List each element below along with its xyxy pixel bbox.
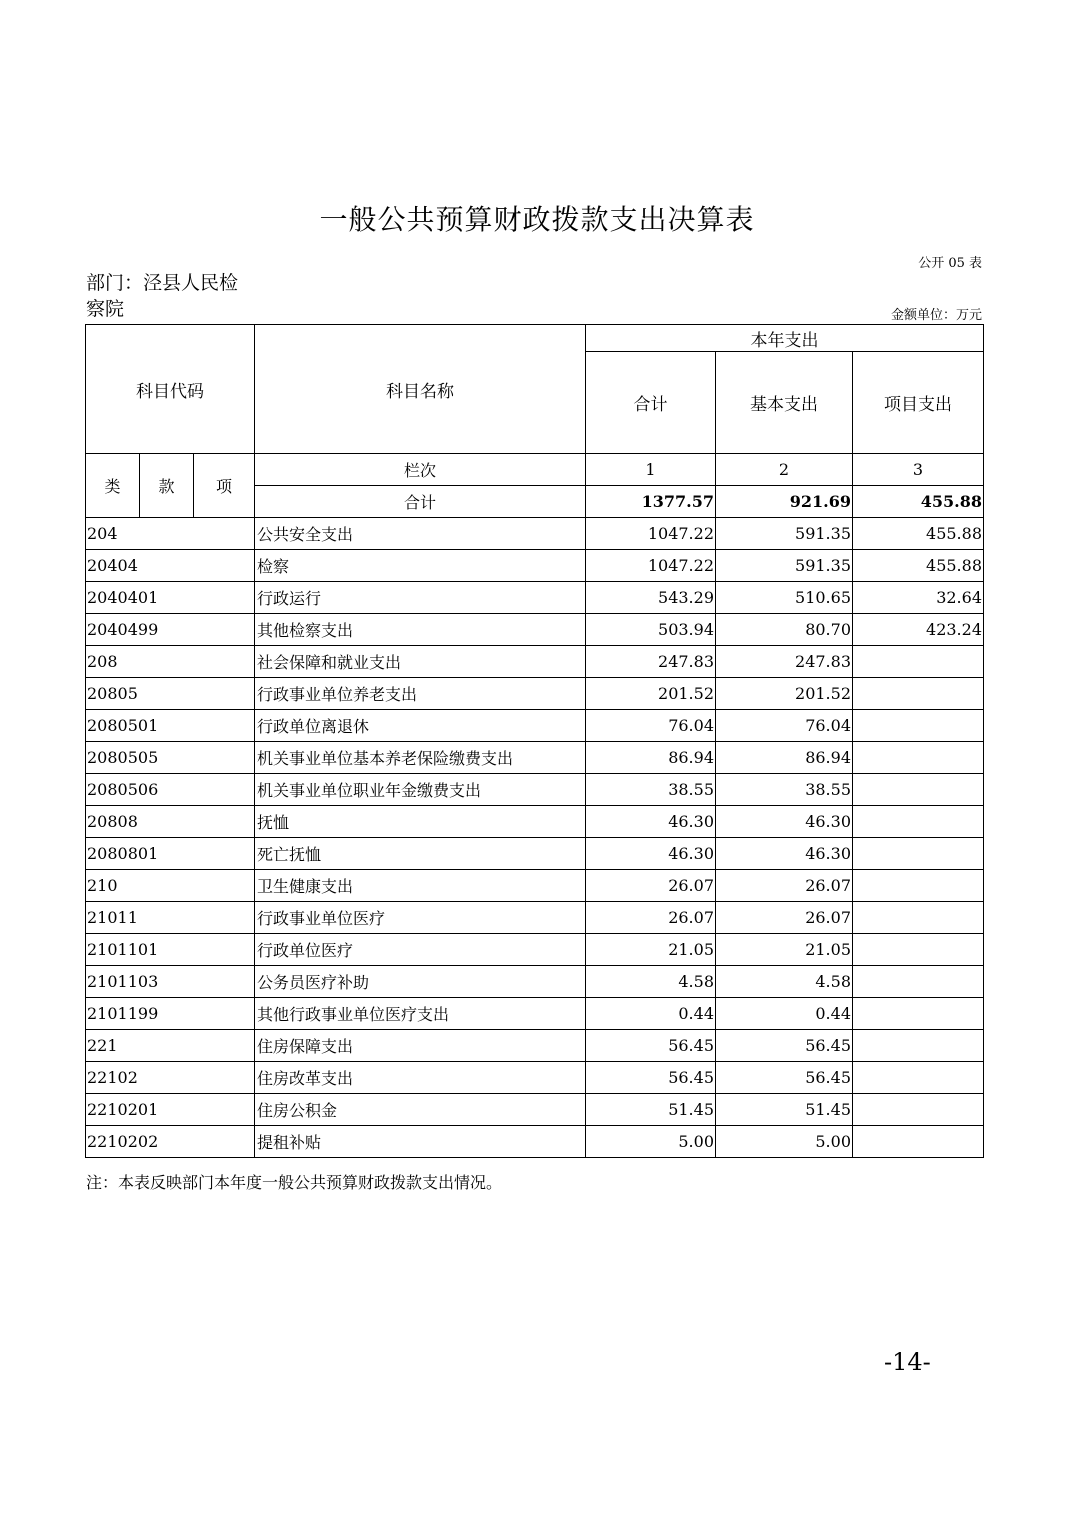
column-number-2: 2 xyxy=(716,454,853,486)
table-row xyxy=(86,678,984,710)
page-number: -14- xyxy=(884,1348,931,1376)
expenditure-table xyxy=(85,324,984,1158)
subject-code-cell: 2101101 xyxy=(86,934,255,966)
header-kuan: 款 xyxy=(140,454,194,518)
form-number: 公开 05 表 xyxy=(918,256,982,271)
project-expenditure-cell xyxy=(853,774,984,806)
header-xiang: 项 xyxy=(194,454,255,518)
table-row xyxy=(86,550,984,582)
subject-name-cell: 机关事业单位基本养老保险缴费支出 xyxy=(255,742,586,774)
basic-expenditure-cell: 591.35 xyxy=(716,550,853,582)
subject-code-cell: 22102 xyxy=(86,1062,255,1094)
subject-code-cell: 221 xyxy=(86,1030,255,1062)
subject-name-cell: 公共安全支出 xyxy=(255,518,586,550)
total-row-basic: 921.69 xyxy=(716,486,853,518)
table-row xyxy=(86,1062,984,1094)
basic-expenditure-cell: 80.70 xyxy=(716,614,853,646)
total-cell: 46.30 xyxy=(586,838,716,870)
subject-code-cell: 20404 xyxy=(86,550,255,582)
project-expenditure-cell xyxy=(853,902,984,934)
department-label: 部门：泾县人民检察院 xyxy=(86,272,239,320)
table-row xyxy=(86,806,984,838)
table-row xyxy=(86,838,984,870)
total-cell: 503.94 xyxy=(586,614,716,646)
page-title: 一般公共预算财政拨款支出决算表 xyxy=(319,203,755,236)
header-basic-expenditure: 基本支出 xyxy=(716,352,853,454)
project-expenditure-cell xyxy=(853,934,984,966)
subject-name-cell: 行政单位离退休 xyxy=(255,710,586,742)
basic-expenditure-cell: 591.35 xyxy=(716,518,853,550)
subject-name-cell: 提租补贴 xyxy=(255,1126,586,1158)
table-row xyxy=(86,1126,984,1158)
subject-code-cell: 2101199 xyxy=(86,998,255,1030)
subject-name-cell: 死亡抚恤 xyxy=(255,838,586,870)
basic-expenditure-cell: 51.45 xyxy=(716,1094,853,1126)
basic-expenditure-cell: 76.04 xyxy=(716,710,853,742)
table-row xyxy=(86,710,984,742)
total-cell: 21.05 xyxy=(586,934,716,966)
basic-expenditure-cell: 510.65 xyxy=(716,582,853,614)
header-subject-name: 科目名称 xyxy=(255,325,586,454)
project-expenditure-cell: 455.88 xyxy=(853,518,984,550)
subject-name-cell: 行政事业单位医疗 xyxy=(255,902,586,934)
subject-code-cell: 20808 xyxy=(86,806,255,838)
table-row xyxy=(86,518,984,550)
subject-code-cell: 2080801 xyxy=(86,838,255,870)
total-cell: 201.52 xyxy=(586,678,716,710)
header-current-year-expenditure: 本年支出 xyxy=(586,325,984,352)
subject-name-cell: 其他检察支出 xyxy=(255,614,586,646)
column-number-1: 1 xyxy=(586,454,716,486)
subject-name-cell: 卫生健康支出 xyxy=(255,870,586,902)
column-number-label: 栏次 xyxy=(255,454,586,486)
total-cell: 56.45 xyxy=(586,1062,716,1094)
subject-name-cell: 其他行政事业单位医疗支出 xyxy=(255,998,586,1030)
basic-expenditure-cell: 46.30 xyxy=(716,838,853,870)
basic-expenditure-cell: 38.55 xyxy=(716,774,853,806)
table-row xyxy=(86,1094,984,1126)
total-cell: 76.04 xyxy=(586,710,716,742)
table-row xyxy=(86,1030,984,1062)
subject-code-cell: 208 xyxy=(86,646,255,678)
table-row xyxy=(86,774,984,806)
project-expenditure-cell xyxy=(853,1030,984,1062)
basic-expenditure-cell: 247.83 xyxy=(716,646,853,678)
total-cell: 4.58 xyxy=(586,966,716,998)
subject-name-cell: 机关事业单位职业年金缴费支出 xyxy=(255,774,586,806)
subject-code-cell: 2210202 xyxy=(86,1126,255,1158)
total-cell: 26.07 xyxy=(586,902,716,934)
column-number-3: 3 xyxy=(853,454,984,486)
total-cell: 26.07 xyxy=(586,870,716,902)
total-cell: 1047.22 xyxy=(586,518,716,550)
subject-name-cell: 抚恤 xyxy=(255,806,586,838)
basic-expenditure-cell: 201.52 xyxy=(716,678,853,710)
basic-expenditure-cell: 86.94 xyxy=(716,742,853,774)
basic-expenditure-cell: 26.07 xyxy=(716,870,853,902)
total-row-label: 合计 xyxy=(255,486,586,518)
header-project-expenditure: 项目支出 xyxy=(853,352,984,454)
subject-code-cell: 2040499 xyxy=(86,614,255,646)
subject-name-cell: 公务员医疗补助 xyxy=(255,966,586,998)
subject-name-cell: 行政单位医疗 xyxy=(255,934,586,966)
basic-expenditure-cell: 5.00 xyxy=(716,1126,853,1158)
subject-name-cell: 行政运行 xyxy=(255,582,586,614)
subject-code-cell: 204 xyxy=(86,518,255,550)
subject-code-cell: 2040401 xyxy=(86,582,255,614)
project-expenditure-cell xyxy=(853,1094,984,1126)
table-row xyxy=(86,966,984,998)
total-cell: 56.45 xyxy=(586,1030,716,1062)
table-row xyxy=(86,614,984,646)
table-row xyxy=(86,902,984,934)
total-row-project: 455.88 xyxy=(853,486,984,518)
subject-name-cell: 住房改革支出 xyxy=(255,1062,586,1094)
total-cell: 38.55 xyxy=(586,774,716,806)
subject-name-cell: 住房公积金 xyxy=(255,1094,586,1126)
project-expenditure-cell xyxy=(853,966,984,998)
subject-name-cell: 住房保障支出 xyxy=(255,1030,586,1062)
basic-expenditure-cell: 4.58 xyxy=(716,966,853,998)
subject-code-cell: 21011 xyxy=(86,902,255,934)
project-expenditure-cell xyxy=(853,806,984,838)
project-expenditure-cell xyxy=(853,646,984,678)
total-row-total: 1377.57 xyxy=(586,486,716,518)
table-row xyxy=(86,646,984,678)
table-row xyxy=(86,870,984,902)
footnote: 注：本表反映部门本年度一般公共预算财政拨款支出情况。 xyxy=(86,1173,503,1192)
project-expenditure-cell xyxy=(853,678,984,710)
subject-name-cell: 社会保障和就业支出 xyxy=(255,646,586,678)
subject-code-cell: 2210201 xyxy=(86,1094,255,1126)
header-subject-code: 科目代码 xyxy=(86,325,255,454)
total-cell: 0.44 xyxy=(586,998,716,1030)
project-expenditure-cell xyxy=(853,742,984,774)
subject-code-cell: 2101103 xyxy=(86,966,255,998)
project-expenditure-cell xyxy=(853,1062,984,1094)
subject-code-cell: 2080501 xyxy=(86,710,255,742)
project-expenditure-cell: 423.24 xyxy=(853,614,984,646)
subject-name-cell: 行政事业单位养老支出 xyxy=(255,678,586,710)
project-expenditure-cell xyxy=(853,998,984,1030)
subject-code-cell: 2080506 xyxy=(86,774,255,806)
basic-expenditure-cell: 26.07 xyxy=(716,902,853,934)
basic-expenditure-cell: 0.44 xyxy=(716,998,853,1030)
amount-unit-label: 金额单位：万元 xyxy=(890,308,982,323)
table-row xyxy=(86,998,984,1030)
header-lei: 类 xyxy=(86,454,140,518)
header-total: 合计 xyxy=(586,352,716,454)
project-expenditure-cell xyxy=(853,838,984,870)
total-cell: 46.30 xyxy=(586,806,716,838)
subject-code-cell: 2080505 xyxy=(86,742,255,774)
total-cell: 86.94 xyxy=(586,742,716,774)
total-cell: 51.45 xyxy=(586,1094,716,1126)
project-expenditure-cell xyxy=(853,710,984,742)
project-expenditure-cell: 32.64 xyxy=(853,582,984,614)
table-row xyxy=(86,742,984,774)
basic-expenditure-cell: 46.30 xyxy=(716,806,853,838)
project-expenditure-cell xyxy=(853,870,984,902)
subject-code-cell: 210 xyxy=(86,870,255,902)
project-expenditure-cell xyxy=(853,1126,984,1158)
total-cell: 1047.22 xyxy=(586,550,716,582)
total-cell: 543.29 xyxy=(586,582,716,614)
total-cell: 247.83 xyxy=(586,646,716,678)
basic-expenditure-cell: 56.45 xyxy=(716,1062,853,1094)
total-cell: 5.00 xyxy=(586,1126,716,1158)
basic-expenditure-cell: 56.45 xyxy=(716,1030,853,1062)
project-expenditure-cell: 455.88 xyxy=(853,550,984,582)
basic-expenditure-cell: 21.05 xyxy=(716,934,853,966)
subject-name-cell: 检察 xyxy=(255,550,586,582)
subject-code-cell: 20805 xyxy=(86,678,255,710)
table-row xyxy=(86,582,984,614)
table-row xyxy=(86,934,984,966)
